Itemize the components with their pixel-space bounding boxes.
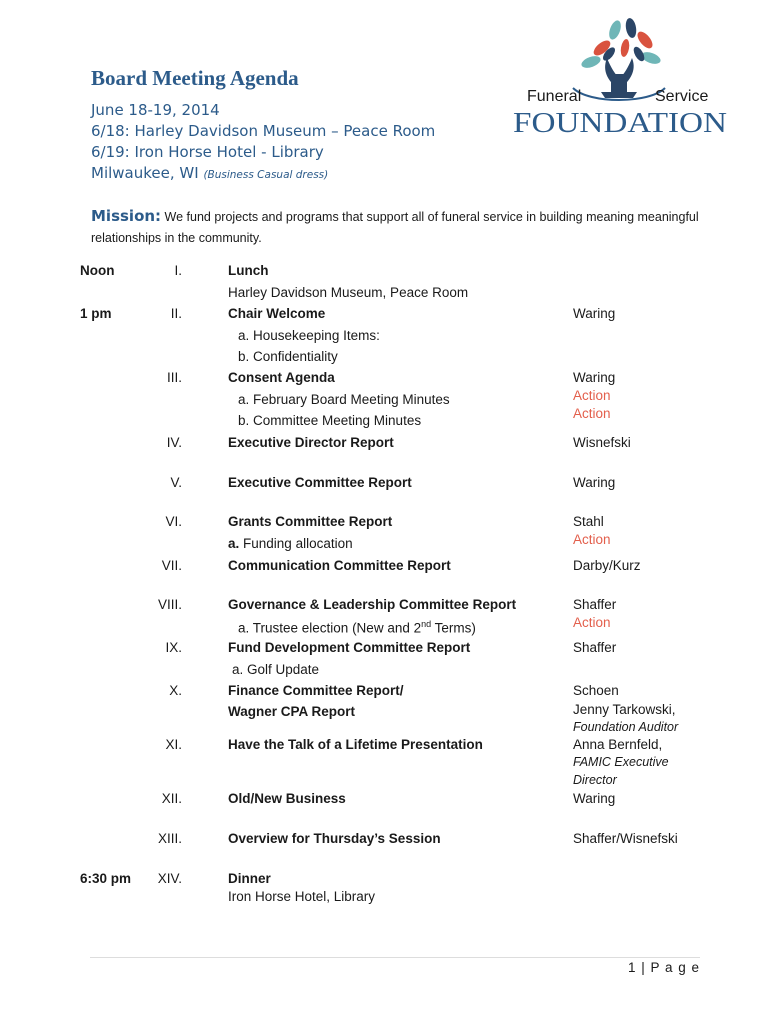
tree-icon	[573, 17, 665, 100]
mission-text: We fund projects and programs that support all of funeral service in building meaning meaningful relationships in the community.	[91, 210, 699, 245]
time-noon: Noon	[80, 263, 115, 278]
page-title: Board Meeting Agenda	[91, 66, 299, 90]
presenter: Shaffer	[573, 640, 617, 655]
logo-word-funeral: Funeral	[527, 88, 582, 105]
sub-item: b. Confidentiality	[238, 349, 338, 364]
item-subtitle-lunch-location: Harley Davidson Museum, Peace Room	[228, 285, 469, 300]
item-title-lunch: Lunch	[228, 263, 269, 278]
item-title-executive-director: Executive Director Report	[228, 435, 394, 450]
presenter: Waring	[573, 370, 616, 385]
action-flag: Action	[573, 406, 611, 421]
presenter: Waring	[573, 791, 616, 806]
action-flag: Action	[573, 388, 611, 403]
action-flag: Action	[573, 615, 611, 630]
sub-item-text: a. Trustee election (New and 2	[238, 620, 422, 636]
meeting-dates: June 18-19, 2014	[91, 101, 220, 119]
item-title-dinner: Dinner	[228, 871, 271, 886]
item-title-wagner-cpa: Wagner CPA Report	[228, 704, 356, 719]
dress-code-note: (Business Casual dress)	[203, 169, 329, 181]
time-630pm: 6:30 pm	[80, 871, 132, 886]
time-1pm: 1 pm	[80, 306, 112, 321]
logo-word-foundation: FOUNDATION	[513, 107, 728, 138]
item-number: X.	[169, 683, 182, 698]
item-number: XIV.	[157, 871, 182, 886]
venue-day-1: 6/18: Harley Davidson Museum – Peace Room	[91, 122, 436, 140]
sub-item	[238, 619, 476, 636]
presenter-role: Foundation Auditor	[573, 720, 679, 734]
item-number: XII.	[161, 791, 182, 806]
item-title-thursday-overview: Overview for Thursday’s Session	[228, 831, 441, 846]
item-number: III.	[166, 370, 182, 385]
item-number: VIII.	[157, 597, 182, 612]
action-flag: Action	[573, 532, 611, 547]
presenter: Waring	[573, 306, 616, 321]
item-title-governance: Governance & Leadership Committee Report	[228, 597, 517, 612]
sub-item: b. Committee Meeting Minutes	[238, 413, 422, 428]
item-title-talk-of-lifetime: Have the Talk of a Lifetime Presentation	[228, 737, 483, 752]
mission-statement	[91, 206, 701, 249]
item-title-communication: Communication Committee Report	[228, 558, 451, 573]
sub-item: a. Housekeeping Items:	[238, 328, 380, 343]
sub-item-text-end: Terms)	[431, 620, 476, 636]
presenter: Wisnefski	[573, 435, 631, 450]
presenter: Shaffer	[573, 597, 617, 612]
item-number: XI.	[165, 737, 182, 752]
presenter: Waring	[573, 475, 616, 490]
item-title-fund-development: Fund Development Committee Report	[228, 640, 471, 655]
superscript: nd	[421, 619, 432, 629]
sub-item	[228, 536, 353, 551]
item-number: VII.	[161, 558, 182, 573]
mission-label: Mission:	[91, 207, 162, 225]
item-number: I.	[174, 263, 182, 278]
presenter-role: FAMIC Executive	[573, 755, 669, 769]
sub-item-marker: a.	[228, 536, 240, 551]
page-number: 1 | P a g e	[627, 960, 700, 975]
sub-item: a. February Board Meeting Minutes	[238, 392, 450, 407]
sub-item-text: Funding allocation	[243, 536, 353, 551]
item-title-executive-committee: Executive Committee Report	[228, 475, 412, 490]
meeting-location	[91, 164, 328, 182]
item-title-chair-welcome: Chair Welcome	[228, 306, 326, 321]
presenter: Stahl	[573, 514, 604, 529]
presenter: Shaffer/Wisnefski	[573, 831, 678, 846]
item-subtitle-dinner-location: Iron Horse Hotel, Library	[228, 889, 376, 904]
item-title-old-new-business: Old/New Business	[228, 791, 346, 806]
city: Milwaukee, WI	[91, 164, 199, 182]
venue-day-2: 6/19: Iron Horse Hotel - Library	[91, 143, 324, 161]
item-number: VI.	[165, 514, 182, 529]
item-title-grants: Grants Committee Report	[228, 514, 393, 529]
item-number: XIII.	[157, 831, 182, 846]
foundation-logo	[505, 8, 735, 138]
presenter: Schoen	[573, 683, 619, 698]
item-number: IV.	[166, 435, 182, 450]
presenter: Darby/Kurz	[573, 558, 641, 573]
sub-item: a. Golf Update	[232, 662, 320, 677]
item-number: IX.	[165, 640, 182, 655]
presenter: Anna Bernfeld,	[573, 737, 663, 752]
item-title-consent-agenda: Consent Agenda	[228, 370, 335, 385]
footer-divider	[90, 957, 700, 958]
logo-word-service: Service	[655, 88, 709, 105]
item-number: V.	[170, 475, 182, 490]
presenter: Jenny Tarkowski,	[573, 702, 676, 717]
item-number: II.	[170, 306, 182, 321]
presenter-role: Director	[573, 773, 617, 787]
item-title-finance: Finance Committee Report/	[228, 683, 404, 698]
